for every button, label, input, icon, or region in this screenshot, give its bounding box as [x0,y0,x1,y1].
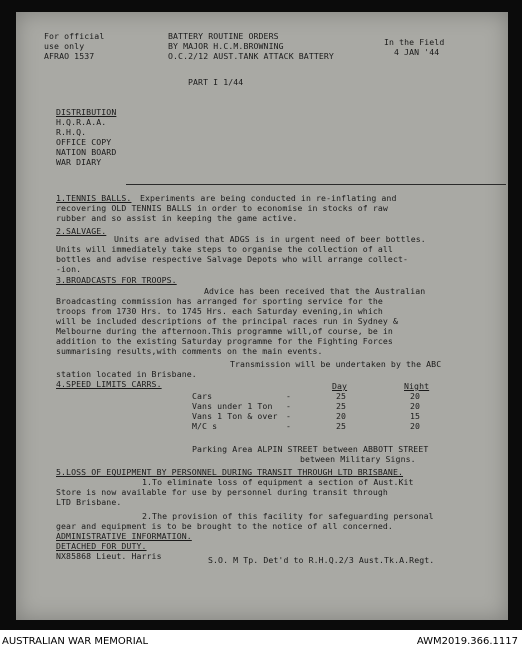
section-2-heading: 2.SALVAGE. [56,226,107,236]
section-5-heading: 5.LOSS OF EQUIPMENT BY PERSONNEL DURING TRANSIT THROUGH LTD BRISBANE. [56,467,404,477]
speed-row-day: 25 [336,421,347,431]
header-center-1: BATTERY ROUTINE ORDERS [168,31,279,41]
section-3-line: Transmission will be undertaken by the ABC [230,359,442,369]
caption-bar [0,630,522,653]
speed-row-label: Vans under 1 Ton [192,401,273,411]
header-right-1: In the Field [384,37,445,47]
section-3-line: Broadcasting commission has arranged for sporting service for the [56,296,383,306]
section-3-line: addition to the existing Saturday programme for the Fighting Forces [56,336,393,346]
header-center-2: BY MAJOR H.C.M.BROWNING [168,41,284,51]
admin-detail-right: S.O. M Tp. Det'd to R.H.Q.2/3 Aust.Tk.A.Regt. [208,555,435,565]
section-5-line: 1.To eliminate loss of equipment a section of Aust.Kit [142,477,414,487]
section-3-line: Advice has been received that the Australian [204,286,426,296]
section-1-line: Experiments are being conducted in re-inflating and [140,193,397,203]
part-number: PART I 1/44 [188,77,244,87]
section-3-line: troops from 1730 Hrs. to 1745 Hrs. each Saturday evening,in which [56,306,383,316]
distribution-item: R.H.Q. [56,127,87,137]
section-1-heading: 1.TENNIS BALLS. [56,193,132,203]
section-2-line: bottles and advise respective Salvage Depots who will arrange collect- [56,254,409,264]
header-right-2: 4 JAN '44 [394,47,440,57]
speed-row-night: 20 [410,401,421,411]
header-left-2: use only [44,41,85,51]
caption-reference: AWM2019.366.1117 [416,636,518,647]
section-2-line: -ion. [56,264,82,274]
section-1-line: rubber and so assist in keeping the game active. [56,213,298,223]
speed-row-dash: - [286,411,292,421]
header-center-3: O.C.2/12 AUST.TANK ATTACK BATTERY [168,51,334,61]
section-5-line: 2.The provision of this facility for safeguarding personal [142,511,434,521]
admin-title: ADMINISTRATIVE INFORMATION. [56,531,192,541]
section-3-heading: 3.BROADCASTS FOR TROOPS. [56,275,177,285]
distribution-item: WAR DIARY [56,157,102,167]
section-divider [126,184,506,185]
section-5-line: Store is now available for use by personnel during transit through [56,487,388,497]
parking-line: between Military Signs. [300,454,416,464]
section-5-line: LTD Brisbane. [56,497,122,507]
section-1-line: recovering OLD TENNIS BALLS in order to economise in stocks of raw [56,203,388,213]
speed-row-night: 20 [410,391,421,401]
section-3-line: Melbourne during the afternoon.This programme will,of course, be in [56,326,393,336]
section-3-line: station located in Brisbane. [56,369,197,379]
section-3-line: summarising results,with comments on the main events. [56,346,323,356]
speed-row-night: 20 [410,421,421,431]
speed-row-label: Cars [192,391,213,401]
speed-row-dash: - [286,391,292,401]
speed-col-night: Night [404,381,430,391]
section-5-line: gear and equipment is to be brought to the notice of all concerned. [56,521,393,531]
header-left-1: For official [44,31,105,41]
header-left-3: AFRAO 1537 [44,51,95,61]
parking-line: Parking Area ALPIN STREET between ABBOTT STREET [192,444,429,454]
admin-detail-left: NX85868 Lieut. Harris [56,551,162,561]
speed-row-day: 25 [336,391,347,401]
distribution-item: H.Q.R.A.A. [56,117,107,127]
caption-source: AUSTRALIAN WAR MEMORIAL [2,636,149,647]
section-2-line: Units will immediately take steps to organise the collection of all [56,244,393,254]
speed-row-dash: - [286,421,292,431]
distribution-item: OFFICE COPY [56,137,112,147]
distribution-title: DISTRIBUTION [56,107,117,117]
section-3-line: will be included descriptions of the principal races run in Sydney & [56,316,398,326]
speed-row-label: M/C s [192,421,218,431]
distribution-item: NATION BOARD [56,147,117,157]
speed-row-night: 15 [410,411,421,421]
section-2-line: Units are advised that ADGS is in urgent need of beer bottles. [114,234,426,244]
speed-row-label: Vans 1 Ton & over [192,411,278,421]
section-4-heading: 4.SPEED LIMITS CARRS. [56,379,162,389]
speed-col-day: Day [332,381,348,391]
document-page [16,12,508,620]
speed-row-day: 20 [336,411,347,421]
speed-row-dash: - [286,401,292,411]
admin-subtitle: DETACHED FOR DUTY. [56,541,147,551]
speed-row-day: 25 [336,401,347,411]
